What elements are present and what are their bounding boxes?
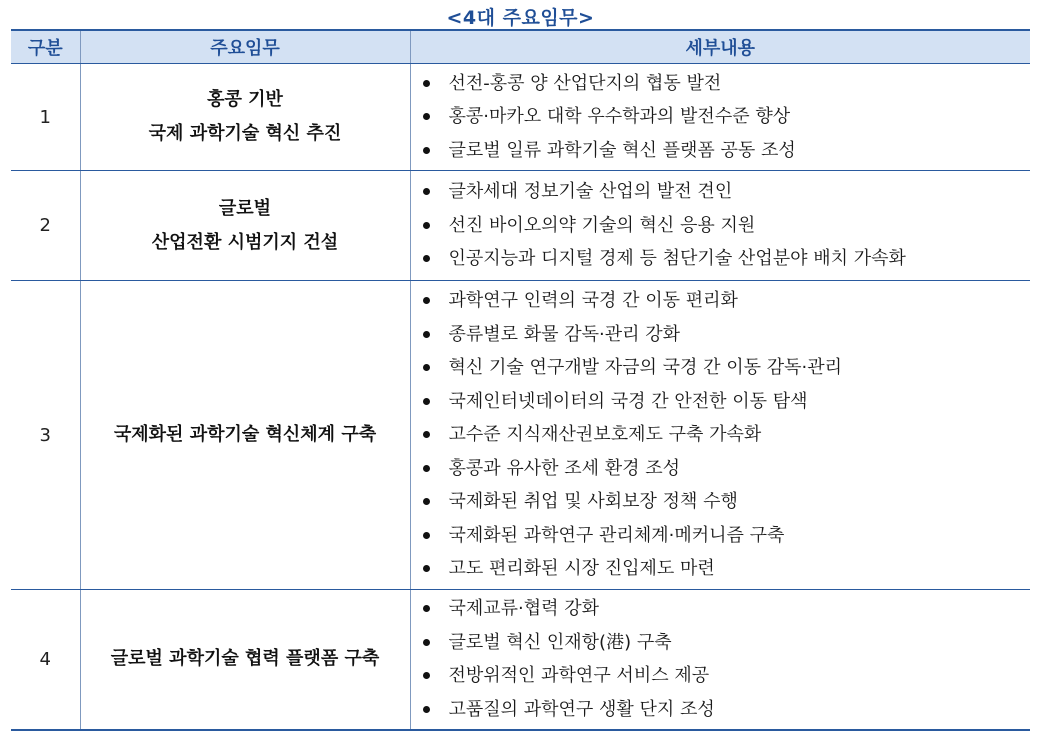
detail-item	[411, 485, 1031, 519]
bullet-icon	[423, 639, 430, 646]
header-category: 구분	[11, 30, 80, 64]
detail-item	[411, 100, 1031, 134]
details-list	[411, 592, 1031, 726]
details-list	[411, 284, 1031, 586]
bullet-icon	[423, 147, 430, 154]
detail-text: 고수준 지식재산권보호제도 구축 가속화	[448, 424, 762, 446]
detail-text: 글로벌 혁신 인재항(港) 구축	[448, 631, 672, 653]
row-number: 1	[11, 64, 80, 171]
detail-text: 국제인터넷데이터의 국경 간 안전한 이동 탐색	[448, 390, 808, 412]
detail-item	[411, 659, 1031, 693]
detail-text: 국제교류·협력 강화	[448, 598, 600, 620]
table-row	[11, 171, 1030, 281]
bullet-icon	[423, 532, 430, 539]
mission-cell	[80, 590, 410, 730]
detail-text: 글차세대 정보기술 산업의 발전 견인	[448, 181, 733, 203]
details-cell	[410, 590, 1030, 730]
table-row	[11, 281, 1030, 590]
detail-item	[411, 693, 1031, 727]
bullet-icon	[423, 80, 430, 87]
detail-item	[411, 209, 1031, 243]
mission-cell	[80, 171, 410, 281]
bullet-icon	[423, 398, 430, 405]
bullet-icon	[423, 113, 430, 120]
detail-item	[411, 592, 1031, 626]
bullet-icon	[423, 498, 430, 505]
detail-text: 국제화된 취업 및 사회보장 정책 수행	[448, 491, 738, 513]
mission-title-line: 산업전환 시범기지 건설	[151, 231, 339, 253]
bullet-icon	[423, 605, 430, 612]
detail-item	[411, 284, 1031, 318]
detail-text: 혁신 기술 연구개발 자금의 국경 간 이동 감독·관리	[448, 357, 843, 379]
details-cell	[410, 171, 1030, 281]
detail-item	[411, 242, 1031, 276]
table-row	[11, 64, 1030, 171]
mission-cell	[80, 64, 410, 171]
detail-item	[411, 626, 1031, 660]
detail-text: 글로벌 일류 과학기술 혁신 플랫폼 공동 조성	[448, 139, 796, 161]
detail-text: 인공지능과 디지털 경제 등 첨단기술 산업분야 배치 가속화	[448, 248, 906, 270]
mission-title-line: 글로벌 과학기술 협력 플랫폼 구축	[110, 648, 380, 670]
missions-table	[11, 29, 1030, 731]
detail-item	[411, 385, 1031, 419]
table-row	[11, 590, 1030, 730]
row-number: 4	[39, 648, 51, 670]
details-cell	[410, 281, 1030, 590]
row-number: 2	[11, 171, 80, 281]
detail-text: 과학연구 인력의 국경 간 이동 편리화	[448, 290, 738, 312]
bullet-icon	[423, 364, 430, 371]
detail-text: 종류별로 화물 감독·관리 강화	[448, 323, 681, 345]
detail-item	[411, 452, 1031, 486]
details-list	[411, 67, 1031, 168]
mission-cell	[80, 281, 410, 590]
detail-item	[411, 519, 1031, 553]
table-body	[11, 64, 1030, 730]
detail-text: 고도 편리화된 시장 진입제도 마련	[448, 558, 715, 580]
detail-text: 선진 바이오의약 기술의 혁신 응용 지원	[448, 214, 756, 236]
table-caption: <4대 주요임무>	[446, 7, 595, 29]
detail-text: 선전-홍콩 양 산업단지의 협동 발전	[448, 72, 722, 94]
mission-title-line: 국제 과학기술 혁신 추진	[148, 123, 342, 144]
bullet-icon	[423, 297, 430, 304]
detail-item	[411, 134, 1031, 168]
header-main-mission: 주요임무	[80, 30, 410, 64]
mission-title-line: 국제화된 과학기술 혁신체계 구축	[113, 424, 377, 445]
bullet-icon	[423, 672, 430, 679]
detail-item	[411, 318, 1031, 352]
bullet-icon	[423, 188, 430, 195]
details-list	[411, 175, 1031, 276]
detail-text: 전방위적인 과학연구 서비스 제공	[448, 665, 710, 687]
row-number: 3	[11, 281, 80, 590]
mission-title-line: 글로벌	[218, 197, 272, 219]
bullet-icon	[423, 222, 430, 229]
detail-item	[411, 67, 1031, 101]
details-cell	[410, 64, 1030, 171]
header-row	[11, 30, 1030, 64]
detail-text: 홍콩·마카오 대학 우수학과의 발전수준 향상	[448, 106, 791, 128]
detail-item	[411, 552, 1031, 586]
detail-item	[411, 418, 1031, 452]
bullet-icon	[423, 255, 430, 262]
bullet-icon	[423, 706, 430, 713]
bullet-icon	[423, 465, 430, 472]
mission-title-line: 홍콩 기반	[207, 89, 283, 110]
detail-text: 고품질의 과학연구 생활 단지 조성	[448, 698, 715, 720]
detail-text: 국제화된 과학연구 관리체계·메커니즘 구축	[448, 524, 785, 546]
bullet-icon	[423, 431, 430, 438]
detail-item	[411, 175, 1031, 209]
bullet-icon	[423, 565, 430, 572]
detail-item	[411, 351, 1031, 385]
bullet-icon	[423, 331, 430, 338]
detail-text: 홍콩과 유사한 조세 환경 조성	[448, 457, 681, 479]
header-details: 세부내용	[410, 30, 1030, 64]
